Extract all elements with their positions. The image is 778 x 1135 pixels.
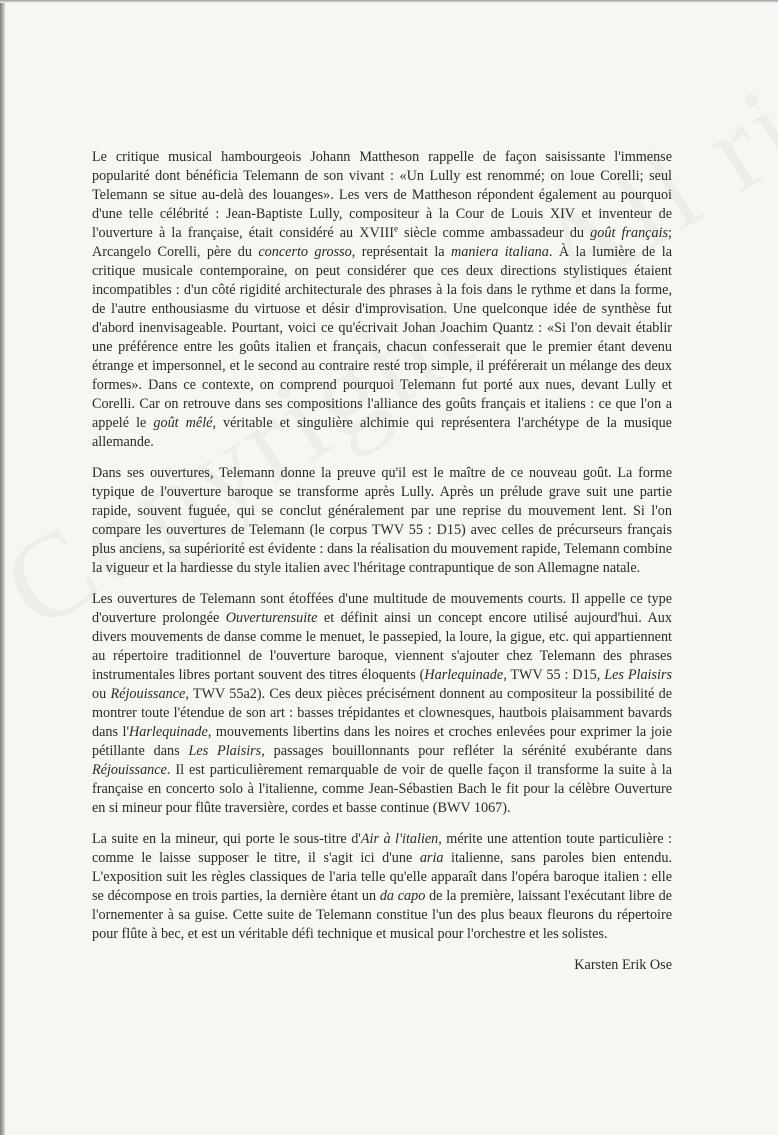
author-signature: Karsten Erik Ose [574,957,672,973]
paragraph-1: Le critique musical hambourgeois Johann Mattheson rappelle de façon saisissante l'immense popularité dont bénéficia Telemann de son vivant : «Un Lully est renommé; on loue Corelli; seul Telemann se situe au-delà des louanges». Les vers de Mattheson répondent également au pourquoi d'une telle célébrité : Jean-Baptiste Lully, compositeur à la Cour de Louis XIV et inventeur de l'ouverture à la française, était considéré au XVIIIe siècle comme ambassadeur du goût français; Arcangelo Corelli, père du concerto grosso, représentait la maniera italiana. À la lumière de la critique musicale contemporaine, on peut considérer que ces deux directions stylistiques étaient incompatibles : d'un côté rigidité architecturale des phrases à la fois dans le rythme et dans la forme, de l'autre enthousiasme du virtuose et désir d'improvisation. Une quelconque idée de synthèse fut d'abord inenvisageable. Pourtant, voici ce qu'écrivait Johan Joachim Quantz : «Si l'on devait établir une préférence entre les goûts italien et français, chacun confesserait que le premier étant devenu étrange et impersonnel, et le second au contraire resté trop simple, il préférerait un mélange des deux formes». Dans ce contexte, on comprend pourquoi Telemann fut porté aux nues, devant Lully et Corelli. Car on retrouve dans ses compositions l'alliance des goûts français et italiens : ce que l'on a appelé le goût mêlé, véritable et singulière alchimie qui représentera l'archétype de la musique allemande. [92,149,672,450]
paragraph-2: Dans ses ouvertures, Telemann donne la preuve qu'il est le maître de ce nouveau goût. La forme typique de l'ouverture baroque se transforme après Lully. Après un prélude grave suit une partie rapide, souvent fuguée, qui se conclut généralement par une reprise du mouvement lent. Si l'on compare les ouvertures de Telemann (le corpus TWV 55 : D15) avec celles de précurseurs français plus anciens, sa supériorité est évidente : dans la réalisation du mouvement rapide, Telemann combine la vigueur et la hardiesse du style italien avec l'héritage contrapuntique de son Allemagne natale. [92,465,672,576]
document-body [92,148,672,975]
paragraph-3: Les ouvertures de Telemann sont étoffées d'une multitude de mouvements courts. Il appelle ce type d'ouverture prolongée Ouverturensuite et définit ainsi un concept encore utilisé aujourd'hui. Aux divers mouvements de danse comme le menuet, le passepied, la loure, la gigue, etc. qui appartiennent au répertoire traditionnel de l'ouverture baroque, viennent s'ajouter chez Telemann des phrases instrumentales libres portant souvent des titres éloquents (Harlequinade, TWV 55 : D15, Les Plaisirs ou Réjouissance, TWV 55a2). Ces deux pièces précisément donnent au compositeur la possibilité de montrer toute l'étendue de son art : basses trépidantes et clownesques, hautbois plaisamment bavards dans l'Harlequinade, mouvements libertins dans les noires et croches enlevées pour exprimer la joie pétillante dans Les Plaisirs, passages bouillonnants pour refléter la sérénité exubérante dans Réjouissance. Il est particulièrement remarquable de voir de quelle façon il transforme la suite à la française en concerto solo à l'italienne, comme Jean-Sébastien Bach le fit pour la célèbre Ouverture en si mineur pour flûte traversière, cordes et basse continue (BWV 1067). [92,591,673,816]
page-edge-top [0,0,778,3]
paragraph-4: La suite en la mineur, qui porte le sous-titre d'Air à l'italien, mérite une attention toute particulière : comme le laisse supposer le titre, il s'agit ici d'une aria italienne, sans paroles bien entendu. L'exposition suit les règles classiques de l'aria telle qu'elle apparaît dans l'opéra baroque italien : elle se décompose en trois parties, la dernière étant un da capo de la première, laissant l'exécutant libre de l'ornementer à sa guise. Cette suite de Telemann constitue l'un des plus beaux fleurons du répertoire pour flûte à bec, et est un véritable défi technique et musical pour l'orchestre et les solistes. [92,831,673,942]
page-edge [0,0,5,1135]
